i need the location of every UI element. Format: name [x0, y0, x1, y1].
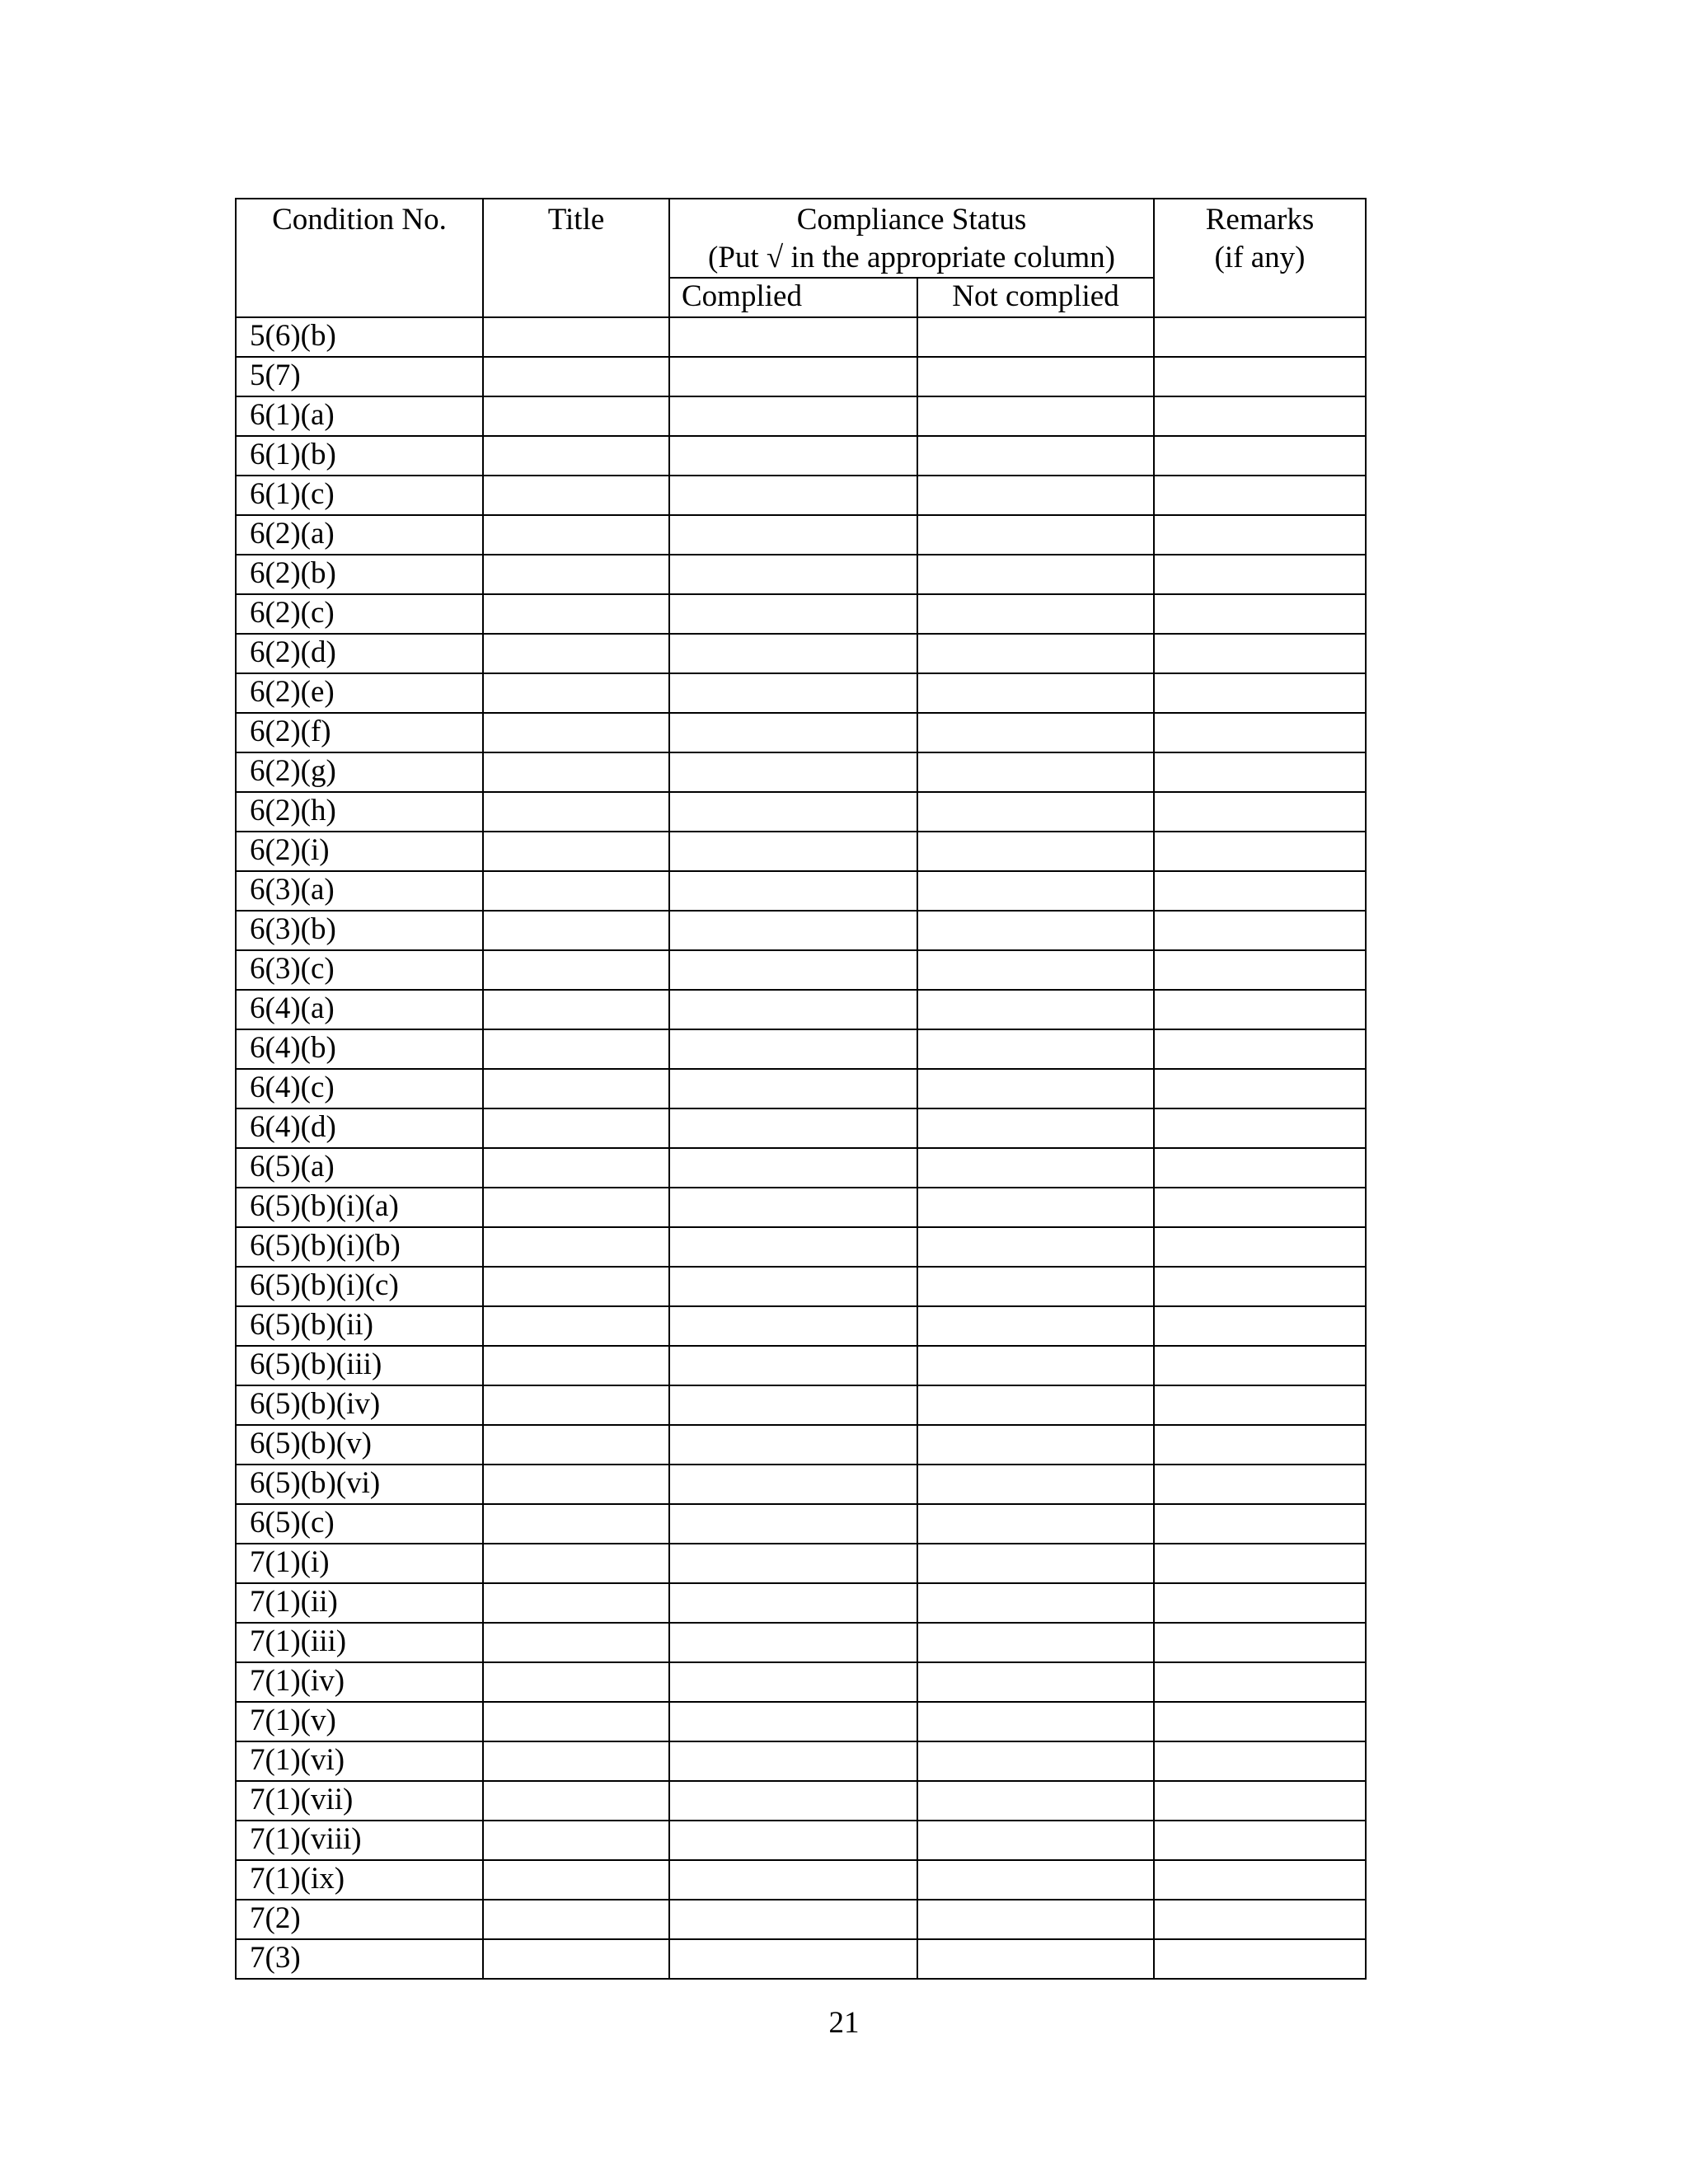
complied-cell[interactable]: [669, 1544, 917, 1583]
title-cell[interactable]: [483, 1346, 669, 1385]
complied-cell[interactable]: [669, 871, 917, 911]
title-cell[interactable]: [483, 594, 669, 634]
table-row: [236, 871, 1366, 911]
table-row: [236, 1029, 1366, 1069]
condition-no-cell: 6(2)(i): [236, 832, 483, 871]
table-row: [236, 713, 1366, 752]
remarks-cell[interactable]: [1154, 1188, 1366, 1227]
table-row: [236, 1741, 1366, 1781]
remarks-cell[interactable]: [1154, 1583, 1366, 1623]
not-complied-cell[interactable]: [917, 1504, 1154, 1544]
condition-no-cell: 7(3): [236, 1939, 483, 1979]
remarks-cell[interactable]: [1154, 990, 1366, 1029]
complied-cell[interactable]: [669, 396, 917, 436]
title-cell[interactable]: [483, 1306, 669, 1346]
not-complied-cell[interactable]: [917, 1306, 1154, 1346]
remarks-cell[interactable]: [1154, 792, 1366, 832]
title-cell[interactable]: [483, 871, 669, 911]
not-complied-cell[interactable]: [917, 357, 1154, 396]
condition-no-cell: 6(1)(b): [236, 436, 483, 476]
remarks-cell[interactable]: [1154, 476, 1366, 515]
not-complied-cell[interactable]: [917, 1108, 1154, 1148]
not-complied-cell[interactable]: [917, 792, 1154, 832]
not-complied-cell[interactable]: [917, 713, 1154, 752]
title-cell[interactable]: [483, 673, 669, 713]
complied-cell[interactable]: [669, 1425, 917, 1465]
title-cell[interactable]: [483, 1385, 669, 1425]
compliance-table: [235, 198, 1367, 1980]
condition-no-cell: 6(4)(c): [236, 1069, 483, 1108]
table-row: [236, 911, 1366, 950]
complied-cell[interactable]: [669, 950, 917, 990]
title-cell[interactable]: [483, 1188, 669, 1227]
remarks-cell[interactable]: [1154, 1860, 1366, 1900]
condition-no-cell: 6(2)(d): [236, 634, 483, 673]
remarks-cell[interactable]: [1154, 832, 1366, 871]
condition-no-cell: 6(5)(c): [236, 1504, 483, 1544]
header-condition-no: [236, 199, 483, 317]
complied-cell[interactable]: [669, 476, 917, 515]
not-complied-cell[interactable]: [917, 1702, 1154, 1741]
complied-cell[interactable]: [669, 713, 917, 752]
table-row: [236, 1623, 1366, 1662]
table-row: [236, 1385, 1366, 1425]
condition-no-cell: 6(3)(a): [236, 871, 483, 911]
condition-no-cell: 6(2)(f): [236, 713, 483, 752]
complied-cell[interactable]: [669, 1821, 917, 1860]
condition-no-cell: 6(5)(b)(iv): [236, 1385, 483, 1425]
table-row: [236, 1821, 1366, 1860]
title-cell[interactable]: [483, 1267, 669, 1306]
complied-cell[interactable]: [669, 990, 917, 1029]
remarks-cell[interactable]: [1154, 594, 1366, 634]
remarks-cell[interactable]: [1154, 436, 1366, 476]
table-row: [236, 1346, 1366, 1385]
complied-cell[interactable]: [669, 594, 917, 634]
table-row: [236, 990, 1366, 1029]
remarks-cell[interactable]: [1154, 1900, 1366, 1939]
table-row: [236, 1148, 1366, 1188]
remarks-cell[interactable]: [1154, 1662, 1366, 1702]
condition-no-cell: 6(2)(b): [236, 555, 483, 594]
table-row: [236, 1504, 1366, 1544]
complied-cell[interactable]: [669, 436, 917, 476]
table-row: [236, 436, 1366, 476]
remarks-cell[interactable]: [1154, 1069, 1366, 1108]
not-complied-cell[interactable]: [917, 1741, 1154, 1781]
complied-cell[interactable]: [669, 1662, 917, 1702]
table-row: [236, 634, 1366, 673]
condition-no-cell: 6(5)(b)(i)(a): [236, 1188, 483, 1227]
title-cell[interactable]: [483, 1069, 669, 1108]
title-cell[interactable]: [483, 752, 669, 792]
title-cell[interactable]: [483, 1900, 669, 1939]
complied-cell[interactable]: [669, 1069, 917, 1108]
title-cell[interactable]: [483, 950, 669, 990]
complied-cell[interactable]: [669, 1860, 917, 1900]
title-cell[interactable]: [483, 1227, 669, 1267]
table-row: [236, 1188, 1366, 1227]
complied-cell[interactable]: [669, 317, 917, 357]
title-cell[interactable]: [483, 396, 669, 436]
not-complied-cell[interactable]: [917, 1662, 1154, 1702]
header-compliance-status: [669, 199, 1154, 278]
table-row: [236, 1781, 1366, 1821]
table-row: [236, 792, 1366, 832]
title-cell[interactable]: [483, 357, 669, 396]
title-cell[interactable]: [483, 555, 669, 594]
title-cell[interactable]: [483, 1662, 669, 1702]
complied-cell[interactable]: [669, 1623, 917, 1662]
condition-no-cell: 6(2)(c): [236, 594, 483, 634]
compliance-table-body: [236, 317, 1366, 1979]
title-cell[interactable]: [483, 1425, 669, 1465]
title-cell[interactable]: [483, 1860, 669, 1900]
table-row: [236, 1662, 1366, 1702]
not-complied-cell[interactable]: [917, 911, 1154, 950]
title-cell[interactable]: [483, 1623, 669, 1662]
condition-no-cell: 7(1)(iii): [236, 1623, 483, 1662]
not-complied-cell[interactable]: [917, 1385, 1154, 1425]
title-cell[interactable]: [483, 1108, 669, 1148]
remarks-cell[interactable]: [1154, 1702, 1366, 1741]
condition-no-cell: 6(5)(a): [236, 1148, 483, 1188]
table-row: [236, 357, 1366, 396]
not-complied-cell[interactable]: [917, 436, 1154, 476]
header-not-complied: [917, 278, 1154, 317]
complied-cell[interactable]: [669, 515, 917, 555]
table-row: [236, 1465, 1366, 1504]
title-cell[interactable]: [483, 1741, 669, 1781]
header-remarks: [1154, 199, 1366, 317]
remarks-cell[interactable]: [1154, 1306, 1366, 1346]
table-row: [236, 1306, 1366, 1346]
title-cell[interactable]: [483, 1781, 669, 1821]
table-row: [236, 1108, 1366, 1148]
table-row: [236, 1227, 1366, 1267]
header-compliance-status-label: Compliance Status: [796, 203, 1027, 237]
table-row: [236, 1939, 1366, 1979]
complied-cell[interactable]: [669, 752, 917, 792]
remarks-cell[interactable]: [1154, 1227, 1366, 1267]
not-complied-cell[interactable]: [917, 1781, 1154, 1821]
not-complied-cell[interactable]: [917, 1939, 1154, 1979]
remarks-cell[interactable]: [1154, 1148, 1366, 1188]
complied-cell[interactable]: [669, 357, 917, 396]
condition-no-cell: 6(3)(b): [236, 911, 483, 950]
remarks-cell[interactable]: [1154, 317, 1366, 357]
table-row: [236, 950, 1366, 990]
remarks-cell[interactable]: [1154, 1741, 1366, 1781]
remarks-cell[interactable]: [1154, 752, 1366, 792]
table-row: [236, 832, 1366, 871]
table-row: [236, 752, 1366, 792]
table-row: [236, 317, 1366, 357]
title-cell[interactable]: [483, 1465, 669, 1504]
complied-cell[interactable]: [669, 1900, 917, 1939]
title-cell[interactable]: [483, 1148, 669, 1188]
table-row: [236, 555, 1366, 594]
condition-no-cell: 6(2)(e): [236, 673, 483, 713]
title-cell[interactable]: [483, 792, 669, 832]
complied-cell[interactable]: [669, 1188, 917, 1227]
not-complied-cell[interactable]: [917, 1069, 1154, 1108]
condition-no-cell: 6(5)(b)(i)(b): [236, 1227, 483, 1267]
compliance-table-header: [236, 199, 1366, 317]
title-cell[interactable]: [483, 990, 669, 1029]
table-row: [236, 1425, 1366, 1465]
remarks-cell[interactable]: [1154, 713, 1366, 752]
remarks-cell[interactable]: [1154, 396, 1366, 436]
title-cell[interactable]: [483, 476, 669, 515]
complied-cell[interactable]: [669, 1702, 917, 1741]
condition-no-cell: 7(1)(i): [236, 1544, 483, 1583]
complied-cell[interactable]: [669, 1465, 917, 1504]
title-cell[interactable]: [483, 515, 669, 555]
not-complied-cell[interactable]: [917, 1267, 1154, 1306]
not-complied-cell[interactable]: [917, 1029, 1154, 1069]
condition-no-cell: 7(1)(iv): [236, 1662, 483, 1702]
title-cell[interactable]: [483, 317, 669, 357]
header-title: [483, 199, 669, 317]
title-cell[interactable]: [483, 1821, 669, 1860]
complied-cell[interactable]: [669, 1781, 917, 1821]
complied-cell[interactable]: [669, 1939, 917, 1979]
condition-no-cell: 6(5)(b)(v): [236, 1425, 483, 1465]
table-row: [236, 515, 1366, 555]
table-row: [236, 1069, 1366, 1108]
remarks-cell[interactable]: [1154, 357, 1366, 396]
complied-cell[interactable]: [669, 1108, 917, 1148]
remarks-cell[interactable]: [1154, 515, 1366, 555]
not-complied-cell[interactable]: [917, 1188, 1154, 1227]
complied-cell[interactable]: [669, 792, 917, 832]
condition-no-cell: 5(6)(b): [236, 317, 483, 357]
title-cell[interactable]: [483, 1939, 669, 1979]
title-cell[interactable]: [483, 1029, 669, 1069]
table-row: [236, 1267, 1366, 1306]
header-not-complied-label: Not complied: [952, 279, 1119, 313]
remarks-cell[interactable]: [1154, 1385, 1366, 1425]
not-complied-cell[interactable]: [917, 990, 1154, 1029]
title-cell[interactable]: [483, 436, 669, 476]
condition-no-cell: 6(2)(g): [236, 752, 483, 792]
condition-no-cell: 7(1)(vii): [236, 1781, 483, 1821]
header-title-label: Title: [547, 203, 605, 237]
title-cell[interactable]: [483, 1702, 669, 1741]
not-complied-cell[interactable]: [917, 1821, 1154, 1860]
not-complied-cell[interactable]: [917, 752, 1154, 792]
complied-cell[interactable]: [669, 1148, 917, 1188]
remarks-cell[interactable]: [1154, 871, 1366, 911]
complied-cell[interactable]: [669, 1385, 917, 1425]
remarks-cell[interactable]: [1154, 1623, 1366, 1662]
page-number: 21: [828, 2006, 860, 2040]
condition-no-cell: 7(1)(viii): [236, 1821, 483, 1860]
not-complied-cell[interactable]: [917, 1148, 1154, 1188]
condition-no-cell: 7(1)(ii): [236, 1583, 483, 1623]
condition-no-cell: 6(3)(c): [236, 950, 483, 990]
complied-cell[interactable]: [669, 1267, 917, 1306]
condition-no-cell: 6(4)(d): [236, 1108, 483, 1148]
condition-no-cell: 5(7): [236, 357, 483, 396]
complied-cell[interactable]: [669, 1227, 917, 1267]
not-complied-cell[interactable]: [917, 1623, 1154, 1662]
complied-cell[interactable]: [669, 1583, 917, 1623]
header-compliance-status-instruction: (Put √ in the appropriate column): [708, 241, 1115, 274]
not-complied-cell[interactable]: [917, 1900, 1154, 1939]
remarks-cell[interactable]: [1154, 1821, 1366, 1860]
title-cell[interactable]: [483, 1583, 669, 1623]
header-remarks-label: Remarks: [1205, 203, 1315, 237]
condition-no-cell: 6(2)(a): [236, 515, 483, 555]
remarks-cell[interactable]: [1154, 1108, 1366, 1148]
not-complied-cell[interactable]: [917, 673, 1154, 713]
condition-no-cell: 7(1)(vi): [236, 1741, 483, 1781]
not-complied-cell[interactable]: [917, 1860, 1154, 1900]
not-complied-cell[interactable]: [917, 317, 1154, 357]
remarks-cell[interactable]: [1154, 634, 1366, 673]
complied-cell[interactable]: [669, 1741, 917, 1781]
not-complied-cell[interactable]: [917, 832, 1154, 871]
remarks-cell[interactable]: [1154, 950, 1366, 990]
header-row-top: [236, 199, 1366, 278]
not-complied-cell[interactable]: [917, 515, 1154, 555]
compliance-table-wrapper: [235, 198, 1365, 1980]
not-complied-cell[interactable]: [917, 594, 1154, 634]
title-cell[interactable]: [483, 1544, 669, 1583]
condition-no-cell: 6(5)(b)(iii): [236, 1346, 483, 1385]
complied-cell[interactable]: [669, 832, 917, 871]
table-row: [236, 1860, 1366, 1900]
complied-cell[interactable]: [669, 634, 917, 673]
table-row: [236, 1702, 1366, 1741]
not-complied-cell[interactable]: [917, 871, 1154, 911]
complied-cell[interactable]: [669, 673, 917, 713]
condition-no-cell: 6(5)(b)(i)(c): [236, 1267, 483, 1306]
header-condition-no-label: Condition No.: [272, 203, 447, 237]
table-row: [236, 1583, 1366, 1623]
title-cell[interactable]: [483, 1504, 669, 1544]
table-row: [236, 594, 1366, 634]
table-row: [236, 476, 1366, 515]
complied-cell[interactable]: [669, 555, 917, 594]
header-complied-label: Complied: [682, 279, 802, 313]
remarks-cell[interactable]: [1154, 555, 1366, 594]
remarks-cell[interactable]: [1154, 1346, 1366, 1385]
condition-no-cell: 6(4)(b): [236, 1029, 483, 1069]
condition-no-cell: 6(1)(a): [236, 396, 483, 436]
remarks-cell[interactable]: [1154, 673, 1366, 713]
not-complied-cell[interactable]: [917, 396, 1154, 436]
condition-no-cell: 7(2): [236, 1900, 483, 1939]
table-row: [236, 1900, 1366, 1939]
not-complied-cell[interactable]: [917, 634, 1154, 673]
condition-no-cell: 6(5)(b)(vi): [236, 1465, 483, 1504]
complied-cell[interactable]: [669, 1346, 917, 1385]
title-cell[interactable]: [483, 832, 669, 871]
not-complied-cell[interactable]: [917, 1583, 1154, 1623]
remarks-cell[interactable]: [1154, 1544, 1366, 1583]
not-complied-cell[interactable]: [917, 1465, 1154, 1504]
remarks-cell[interactable]: [1154, 1267, 1366, 1306]
remarks-cell[interactable]: [1154, 1425, 1366, 1465]
remarks-cell[interactable]: [1154, 911, 1366, 950]
remarks-cell[interactable]: [1154, 1504, 1366, 1544]
table-row: [236, 1544, 1366, 1583]
remarks-cell[interactable]: [1154, 1029, 1366, 1069]
header-complied: [669, 278, 917, 317]
condition-no-cell: 7(1)(ix): [236, 1860, 483, 1900]
title-cell[interactable]: [483, 911, 669, 950]
condition-no-cell: 6(5)(b)(ii): [236, 1306, 483, 1346]
header-remarks-sublabel: (if any): [1214, 241, 1306, 274]
not-complied-cell[interactable]: [917, 950, 1154, 990]
not-complied-cell[interactable]: [917, 476, 1154, 515]
table-row: [236, 673, 1366, 713]
complied-cell[interactable]: [669, 1029, 917, 1069]
condition-no-cell: 6(1)(c): [236, 476, 483, 515]
remarks-cell[interactable]: [1154, 1939, 1366, 1979]
title-cell[interactable]: [483, 713, 669, 752]
condition-no-cell: 6(2)(h): [236, 792, 483, 832]
condition-no-cell: 7(1)(v): [236, 1702, 483, 1741]
complied-cell[interactable]: [669, 911, 917, 950]
table-row: [236, 396, 1366, 436]
not-complied-cell[interactable]: [917, 555, 1154, 594]
complied-cell[interactable]: [669, 1306, 917, 1346]
condition-no-cell: 6(4)(a): [236, 990, 483, 1029]
remarks-cell[interactable]: [1154, 1781, 1366, 1821]
not-complied-cell[interactable]: [917, 1346, 1154, 1385]
title-cell[interactable]: [483, 634, 669, 673]
not-complied-cell[interactable]: [917, 1544, 1154, 1583]
complied-cell[interactable]: [669, 1504, 917, 1544]
not-complied-cell[interactable]: [917, 1227, 1154, 1267]
not-complied-cell[interactable]: [917, 1425, 1154, 1465]
remarks-cell[interactable]: [1154, 1465, 1366, 1504]
